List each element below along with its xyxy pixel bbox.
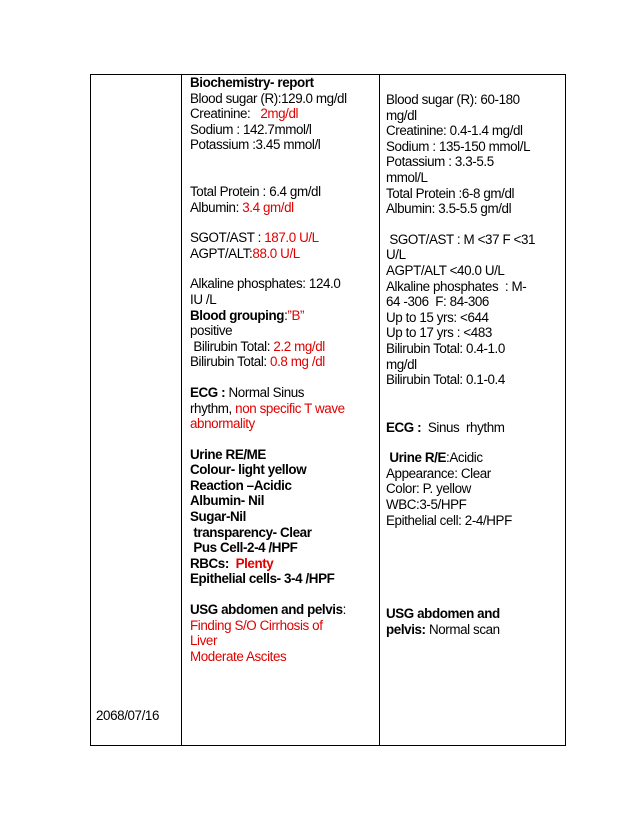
date-cell <box>96 708 159 724</box>
ref-alp-1: Alkaline phosphates : M- <box>386 278 527 294</box>
ref-albumin: Albumin: 3.5-5.5 gm/dl <box>386 201 512 217</box>
ref-upto-15: Up to 15 yrs: <644 <box>386 309 489 325</box>
urine-pus-cell: Pus Cell-2-4 /HPF <box>190 540 298 556</box>
alp-result-line2: IU /L <box>190 291 217 307</box>
ref-upto-17: Up to 17 yrs : <483 <box>386 325 492 341</box>
ref-usg-heading: USG abdomen and <box>386 606 500 622</box>
blood-sugar-result: Blood sugar (R):129.0 mg/dl <box>190 90 347 106</box>
ref-bilirubin-total-2: mg/dl <box>386 356 417 372</box>
ref-appearance: Appearance: Clear <box>386 465 491 481</box>
ref-potassium-2: mmol/L <box>386 169 428 185</box>
report-table <box>90 74 566 746</box>
ecg-result-line3: abnormality <box>190 416 255 432</box>
ref-usg-value: pelvis: Normal scan <box>386 621 500 637</box>
sodium-result: Sodium : 142.7mmol/l <box>190 121 312 137</box>
usg-result-line1: Finding S/O Cirrhosis of <box>190 617 323 633</box>
urine-transparency: transparency- Clear <box>190 524 312 540</box>
alp-result-line1: Alkaline phosphates: 124.0 <box>190 276 341 292</box>
ref-bilirubin-total-1: Bilirubin Total: 0.4-1.0 <box>386 340 505 356</box>
urine-colour: Colour- light yellow <box>190 462 307 478</box>
sgot-result: SGOT/AST : 187.0 U/L <box>190 230 319 246</box>
total-protein-result: Total Protein : 6.4 gm/dl <box>190 183 321 199</box>
albumin-result: Albumin: 3.4 gm/dl <box>190 199 294 215</box>
biochemistry-heading: Biochemistry- report <box>190 75 314 90</box>
usg-result-line2: Liver <box>190 633 218 649</box>
ecg-result-line2: rhythm, non specific T wave <box>190 400 345 416</box>
urine-epithelial: Epithelial cells- 3-4 /HPF <box>190 571 335 587</box>
ref-creatinine: Creatinine: 0.4-1.4 mg/dl <box>386 123 523 139</box>
ref-sodium: Sodium : 135-150 mmol/L <box>386 138 531 154</box>
usg-result-line3: Moderate Ascites <box>190 648 287 664</box>
ecg-result-line1: ECG : Normal Sinus <box>190 384 305 400</box>
ref-epithelial: Epithelial cell: 2-4/HPF <box>386 512 512 528</box>
bilirubin-total-result: Bilirubin Total: 2.2 mg/dl <box>190 338 325 354</box>
report-date: 2068/07/16 <box>96 708 160 723</box>
ref-blood-sugar-2: mg/dl <box>386 107 417 123</box>
ref-agpt: AGPT/ALT <40.0 U/L <box>386 262 505 278</box>
ref-wbc: WBC:3-5/HPF <box>386 497 467 513</box>
blood-group-line2: positive <box>190 323 233 339</box>
urine-reaction: Reaction –Acidic <box>190 477 292 493</box>
ref-alp-2: 64 -306 F: 84-306 <box>386 294 489 310</box>
ref-blood-sugar-1: Blood sugar (R): 60-180 <box>386 92 520 107</box>
ref-total-protein: Total Protein :6-8 gm/dl <box>386 185 515 201</box>
blood-group-result: Blood grouping:”B” <box>190 307 305 323</box>
column-divider-2 <box>379 75 380 745</box>
ref-sgot-2: U/L <box>386 247 406 263</box>
reference-cell <box>386 92 566 637</box>
potassium-result: Potassium :3.45 mmol/l <box>190 137 321 153</box>
urine-rbc: RBCs: Plenty <box>190 555 274 571</box>
urine-albumin: Albumin- Nil <box>190 493 265 509</box>
creatinine-result: Creatinine: 2mg/dl <box>190 106 299 122</box>
results-cell <box>190 75 376 664</box>
usg-result-heading: USG abdomen and pelvis: <box>190 602 346 618</box>
ref-urine: Urine R/E:Acidic <box>386 450 483 466</box>
ref-sgot-1: SGOT/AST : M <37 F <31 <box>386 231 536 247</box>
ref-color: Color: P. yellow <box>386 481 471 497</box>
ref-bilirubin-direct: Bilirubin Total: 0.1-0.4 <box>386 372 505 388</box>
urine-heading: Urine RE/ME <box>190 446 266 462</box>
column-divider-1 <box>181 75 182 745</box>
ref-ecg: ECG : Sinus rhythm <box>386 419 505 435</box>
urine-sugar: Sugar-Nil <box>190 509 246 525</box>
bilirubin-direct-result: Bilirubin Total: 0.8 mg /dl <box>190 354 325 370</box>
ref-potassium-1: Potassium : 3.3-5.5 <box>386 154 494 170</box>
agpt-result: AGPT/ALT:88.0 U/L <box>190 245 300 261</box>
